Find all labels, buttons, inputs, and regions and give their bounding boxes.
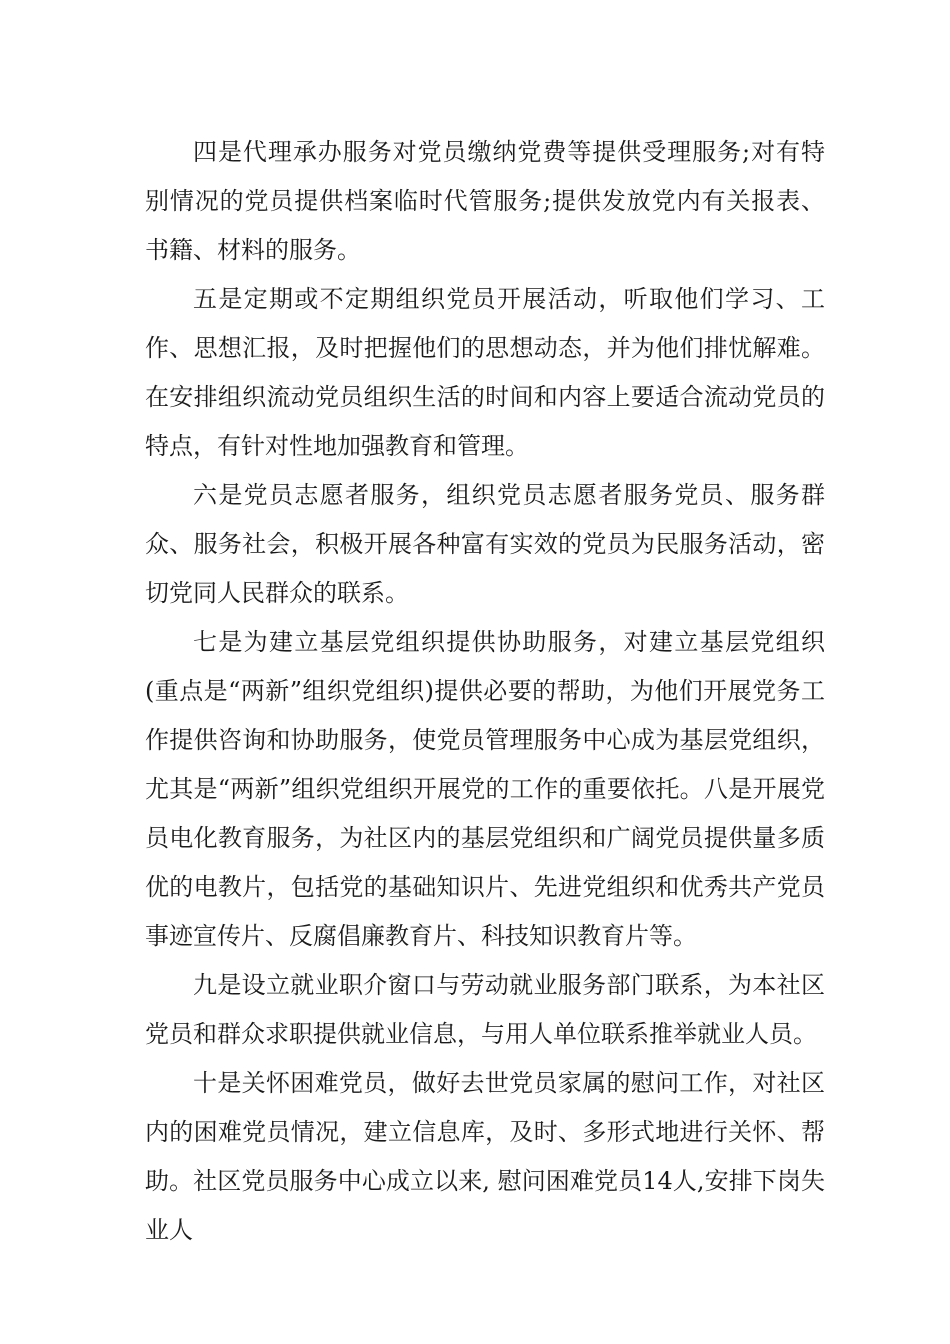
- paragraph-item-9: 九是设立就业职介窗口与劳动就业服务部门联系，为本社区党员和群众求职提供就业信息，与用人单位联系推举就业人员。: [145, 971, 825, 1048]
- paragraph-item-10: 十是关怀困难党员，做好去世党员家属的慰问工作，对社区内的困难党员情况，建立信息库，及时、多形式地进行关怀、帮助。社区党员服务中心成立以来, 慰问困难党员14人,安排下岗失业人: [145, 1069, 825, 1244]
- paragraph-item-7-8: 七是为建立基层党组织提供协助服务，对建立基层党组织(重点是“两新”组织党组织)提供必要的帮助，为他们开展党务工作提供咨询和协助服务，使党员管理服务中心成为基层党组织，尤其是“两新”组织党组织开展党的工作的重要依托。八是开展党员电化教育服务，为社区内的基层党组织和广阔党员提供量多质优的电教片，包括党的基础知识片、先进党组织和优秀共产党员事迹宣传片、反腐倡廉教育片、科技知识教育片等。: [145, 628, 825, 950]
- paragraph-item-4: 四是代理承办服务对党员缴纳党费等提供受理服务;对有特别情况的党员提供档案临时代管服务;提供发放党内有关报表、书籍、材料的服务。: [145, 138, 825, 264]
- document-body: [145, 128, 825, 1255]
- paragraph-item-6: 六是党员志愿者服务，组织党员志愿者服务党员、服务群众、服务社会，积极开展各种富有实效的党员为民服务活动，密切党同人民群众的联系。: [145, 481, 825, 607]
- paragraph-item-5: 五是定期或不定期组织党员开展活动，听取他们学习、工作、思想汇报，及时把握他们的思想动态，并为他们排忧解难。在安排组织流动党员组织生活的时间和内容上要适合流动党员的特点，有针对性地加强教育和管理。: [145, 285, 825, 460]
